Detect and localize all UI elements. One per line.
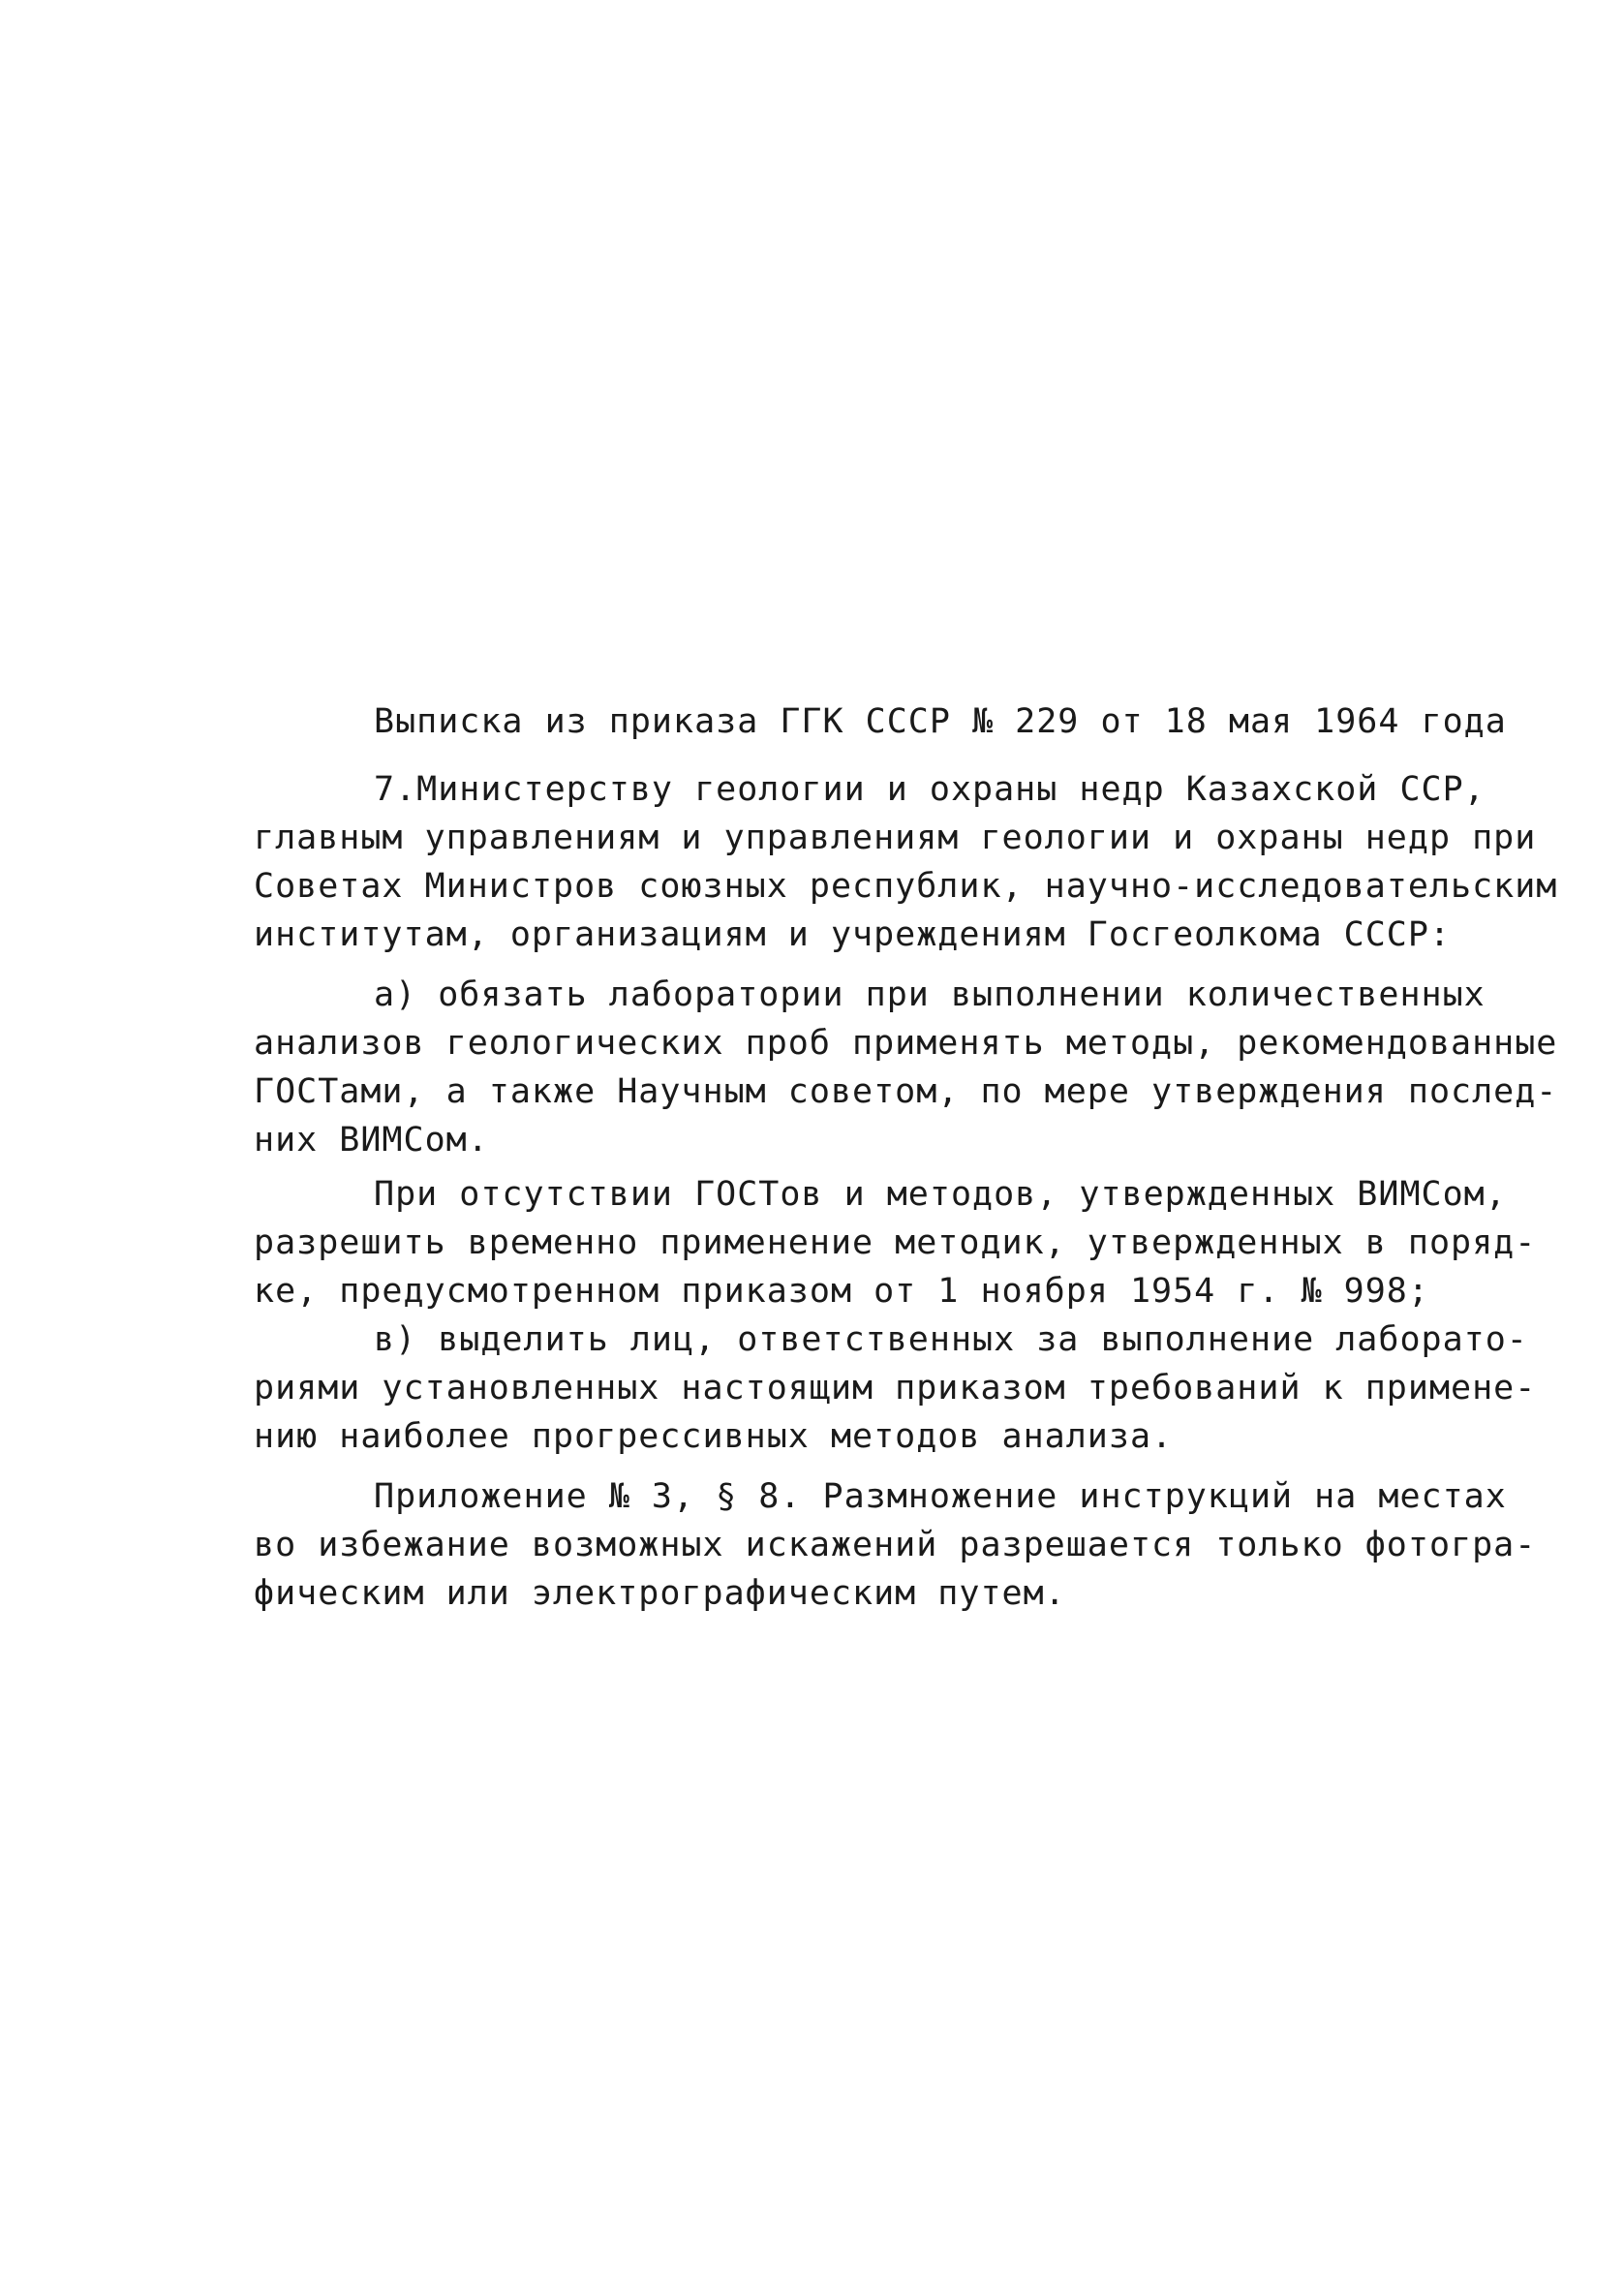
paragraph-line: главным управлениям и управлениям геологии и охраны недр при <box>254 819 1537 857</box>
paragraph-line: ке, предусмотренном приказом от 1 ноября 1954 г. № 998; <box>254 1272 1429 1311</box>
paragraph-line: При отсутствии ГОСТов и методов, утвержденных ВИМСом, <box>374 1175 1507 1214</box>
paragraph-line: нию наиболее прогрессивных методов анализа. <box>254 1417 1174 1456</box>
paragraph-line: разрешить временно применение методик, утвержденных в поряд- <box>254 1223 1537 1262</box>
paragraph-line: Советах Министров союзных республик, научно-исследовательским <box>254 867 1558 906</box>
paragraph-ministry <box>254 765 1558 959</box>
paragraph-line: анализов геологических проб применять методы, рекомендованные <box>254 1024 1558 1063</box>
paragraph-item-v <box>254 1315 1537 1461</box>
paragraph-line: Приложение № 3, § 8. Размножение инструкций на местах <box>374 1477 1507 1516</box>
paragraph-line: них ВИМСом. <box>254 1121 489 1160</box>
paragraph-line: во избежание возможных искажений разрешается только фотогра- <box>254 1526 1537 1564</box>
paragraph-line: а) обязать лаборатории при выполнении количественных <box>374 975 1486 1014</box>
paragraph-line: 7.Министерству геологии и охраны недр Казахской ССР, <box>374 770 1486 809</box>
document-body <box>254 697 1558 1618</box>
paragraph-line: риями установленных настоящим приказом требований к примене- <box>254 1369 1537 1407</box>
paragraph-line: в) выделить лиц, ответственных за выполнение лаборато- <box>374 1320 1528 1359</box>
paragraph-item-a <box>254 971 1558 1164</box>
paragraph-line: фическим или электрографическим путем. <box>254 1574 1066 1613</box>
paragraph-line: ГОСТами, а также Научным советом, по мере утверждения послед- <box>254 1072 1558 1111</box>
paragraph-line: институтам, организациям и учреждениям Госгеолкома СССР: <box>254 915 1452 954</box>
paragraph-gost-absence <box>254 1170 1537 1315</box>
paragraph-appendix <box>254 1472 1537 1618</box>
document-heading: Выписка из приказа ГГК СССР № 229 от 18 мая 1964 года <box>374 702 1507 741</box>
